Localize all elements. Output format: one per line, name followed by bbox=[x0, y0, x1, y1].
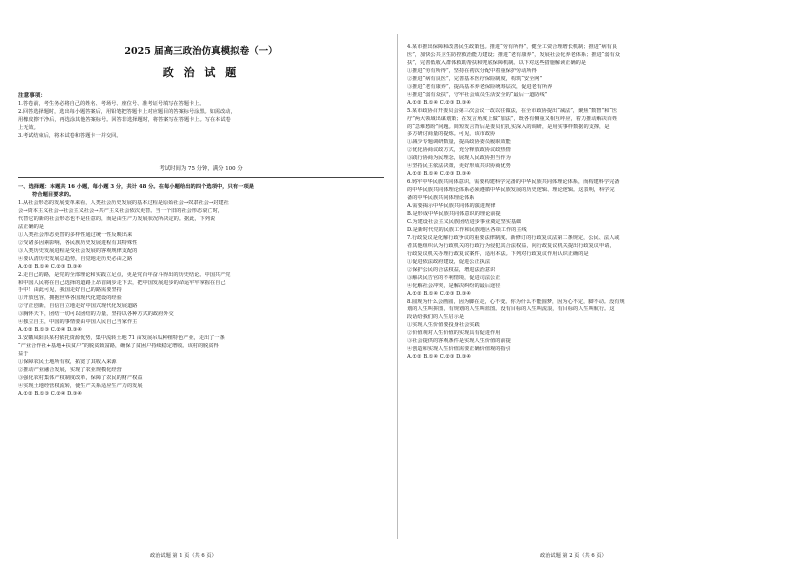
question-line: 者其他组织认为行政机关的行政行为侵犯其合法权益，向行政复议机关提出行政复议申请， bbox=[407, 242, 615, 249]
question-line: ③解决民告官的不利情境，促进司法公正 bbox=[407, 274, 501, 281]
question-line: 代替它的新的社会形态也不是任意的，而是由生产力发展状况所决定的。据此，下列说 bbox=[18, 215, 216, 222]
question-line: ④独立自主，中国的事情要由中国人民自己当家作主 bbox=[18, 319, 138, 326]
question-line: A.①② B.①④ C.②③ D.③④ bbox=[407, 354, 472, 361]
question-line: A.①② B.①④ C.②③ D.③④ bbox=[18, 263, 83, 270]
question-line: ③人类历史发展进程是受社会发展的客观规律支配的 bbox=[18, 247, 138, 254]
question-line: 行政复议机关办理行政复议案件，适用本法。下列对行政复议作用认识正确的是 bbox=[407, 250, 589, 257]
notes-line: 3.考试结束后，将本试卷和答题卡一并交回。 bbox=[18, 133, 122, 139]
question-line: ④坚持民主依法决策，更好形成共识协商优势 bbox=[407, 163, 511, 170]
question-line: 7.行政复议是化解行政争议的重要法律制度。新修订的行政复议法第二条规定，公民、法人或 bbox=[407, 234, 620, 241]
question-line: ④化解社会冲突，是解决纠纷的最后途径 bbox=[407, 282, 501, 289]
question-line: 扶”，完善低收入群体救助帮扶和兜底保障机制。以下对这些措施解读正确的是 bbox=[407, 59, 587, 66]
question-line: ③社会提供的客观条件是实现人生价值的前提 bbox=[407, 338, 511, 345]
question-line: 划的人生叫拼图，有规划的人生叫蓝图。没有目标的人生叫流浪，有目标的人生叫航行。这 bbox=[407, 306, 615, 313]
question-line: ④要认清历史发展总趋势，自觉地走历史必由之路 bbox=[18, 255, 133, 262]
question-line: ②价值观对人生价值的实现具有促进作用 bbox=[407, 330, 501, 337]
exam-time: 考试时间为 75 分钟，满分 100 分 bbox=[159, 166, 243, 172]
notes-line: 用橡皮擦干净后，再选涂其他答案标号。回答非选择题时，将答案写在答题卡上。写在本试卷 bbox=[18, 117, 231, 123]
question-line: 4.某市推出保障和改善民生政策包。推进“劳有所得”，健全工资合理增长机制；推进“病有良 bbox=[407, 44, 618, 50]
question-line: A.①② B.①④ C.②③ D.③④ bbox=[407, 290, 472, 297]
question-line: ①推进“劳有所得”，坚持在初次分配中着重保护劳动所得 bbox=[407, 67, 537, 74]
question-line: 备的中华民族共同体理论体系 bbox=[407, 195, 475, 202]
question-line: ④推进“弱有众扶”，守牢社会成员生活安全的“最后一道防线” bbox=[407, 91, 548, 98]
question-line: ②受诸多因素影响，各民族历史发展进程有其特殊性 bbox=[18, 239, 138, 246]
question-line: A.①② B.①④ C.②③ D.③④ bbox=[407, 99, 472, 106]
question-line: 的中华民族共同体理论体系必须遵循中华民族发展的历史逻辑、理论逻辑。这表明，科学完 bbox=[407, 187, 615, 194]
section-heading bbox=[18, 183, 384, 199]
exam-title: 2025 届高三政治仿真模拟卷（一） bbox=[124, 46, 278, 57]
question-line: 法正确的是 bbox=[18, 223, 44, 230]
question-line: 疗”两大领域出谋划策；在发言角度上做“加法”，既各有侧重又相互呼应，着力推动解决百姓 bbox=[407, 115, 618, 122]
question-line: ④创造和实现人生价值需要正确价值观的指引 bbox=[407, 346, 511, 353]
notes-line: 上无效。 bbox=[18, 125, 39, 131]
page-footer-right: 政治试题 第 2 页（共 6 页） bbox=[540, 553, 607, 559]
question-line: 段话给我们的人生启示是 bbox=[407, 314, 465, 321]
page-footer-left: 政治试题 第 1 页（共 6 页） bbox=[150, 553, 217, 559]
question-line: ③践行协商为民理念，展现人民政协担当作为 bbox=[407, 155, 511, 162]
question-line: ③强化农村集体产权制度改革，保障了农民的财产权益 bbox=[18, 374, 143, 381]
question-line: 1.从社会形态的发展变革来看，人类社会历史发展的基本过程是原始社会→奴隶社会→封建社 bbox=[18, 200, 229, 206]
question-line: ③推进“老有康养”，提高基本养老保险统筹层次，促进老有所养 bbox=[407, 83, 553, 90]
question-line: A.①② B.①③ C.②④ D.③④ bbox=[18, 390, 83, 397]
section-heading-line: 一、选择题：本题共 16 小题，每小题 3 分，共计 48 分。在每小题给出的四个选项中，只有一项是 bbox=[18, 184, 255, 190]
left-questions bbox=[18, 200, 384, 399]
question-line: 多方研讨商量的提炼。可见，该市政协 bbox=[407, 131, 496, 138]
question-line: ②推进“病有良医”，完善基本医疗保险制度，构筑“安全网” bbox=[407, 75, 543, 82]
subject-title: 政 治 试 题 bbox=[162, 66, 240, 79]
question-line: A.①② B.①③ C.②④ D.③④ bbox=[18, 327, 83, 334]
question-line: 手中！由此可见，我国走好自己的路需要坚持 bbox=[18, 287, 122, 294]
question-line: 和中国人民将在自己选择的道路上昂首阔步走下去，把中国发展进步的命运牢牢掌握在自己 bbox=[18, 279, 226, 286]
question-line: B.是形成中华民族共同体意识的理论前提 bbox=[407, 211, 501, 218]
question-line: A.①② B.①④ C.②③ D.③④ bbox=[407, 171, 472, 178]
question-line: 3.安徽凤阳县某村依托资源优势，集中流转土地 71 亩发展吊瓜种植特色产业，走出了一条 bbox=[18, 335, 225, 342]
question-line: 8.圆规为什么会画圆，因为脚在走，心不变。你为什么不能圆梦，因为心不定，脚不动。没有规 bbox=[407, 298, 625, 305]
question-line: 益于 bbox=[18, 351, 29, 358]
question-line: ①减少专题调研数量，提高政协委员履职效能 bbox=[407, 139, 511, 146]
notes-section bbox=[18, 92, 384, 140]
question-line: D.是新时代党的民族工作和民族地区各项工作的主线 bbox=[407, 226, 527, 233]
question-line: ②优化协商议政方式，充分释放政协议政热情 bbox=[407, 147, 511, 154]
question-line: ①实现人生价值要投身社会实践 bbox=[407, 322, 480, 329]
question-line: 的“急难愁盼”问题。简短发言背后是委员们扎实深入的调研，是用实事样数据的支撑，是 bbox=[407, 123, 610, 130]
question-line: C.为建设社会主义民族团结进步事业奠定坚实基础 bbox=[407, 218, 522, 225]
notes-line: 1.答卷前，考生务必将自己的姓名、考场号、座位号、准考证号填写在答题卡上。 bbox=[18, 101, 205, 107]
question-line: ①人类社会形态更替的多样性通过统一性反映出来 bbox=[18, 231, 133, 238]
question-line: ②保护公民的合法权益，增进法治意识 bbox=[407, 266, 496, 273]
question-line: 2.走自己的路，是党的全部理论和实践立足点，更是党百年奋斗得出的历史结论。中国共产党 bbox=[18, 271, 231, 278]
question-line: 会→资本主义社会→社会主义社会→共产主义社会依次更替。当一个旧的社会形态衰亡时， bbox=[18, 207, 223, 214]
question-line: 5.某市政协召开委员会第三次会议一改以往做法，在全市政协提出“减法”，聚焦“数智”和“医 bbox=[407, 107, 618, 114]
question-line: ①促进依法政府建设，促进公正执法 bbox=[407, 258, 491, 265]
section-heading-line: 符合题目要求的。 bbox=[32, 192, 75, 198]
question-line: ①开放包容，拥抱世界各国现代化建设的经验 bbox=[18, 295, 122, 302]
question-line: 6.铸牢中华民族共同体意识，需要构建科学完备的中华民族共同体理论体系，而构建科学完备 bbox=[407, 179, 620, 186]
question-line: 医”，加快公共卫生防控救治能力建设；推进“老有康养”，发展社会化养老体系；推进“弱有众 bbox=[407, 51, 620, 58]
question-line: A.需要揭示中华民族共同体的演进规律 bbox=[407, 203, 496, 210]
question-line: ②推动产业融合发展，实现了农业规模化经营 bbox=[18, 367, 122, 374]
question-line: “产业合作社+基地+扶贫户”的脱贫致富路，确保了贫困户持续稳定增收。该村的脱贫得 bbox=[18, 343, 219, 350]
question-line: ①保障农民土地所有权，拓宽了其收入来源 bbox=[18, 359, 117, 366]
question-line: ②守正创新，自信自立地走好中国式现代化发展道路 bbox=[18, 303, 138, 310]
divider-line bbox=[18, 177, 384, 178]
notes-line: 2.回答选择题时，选出每小题答案后，用铅笔把答题卡上对应题目的答案标号涂黑。如需改动， bbox=[18, 109, 236, 115]
notes-title: 注意事项： bbox=[18, 93, 46, 99]
right-questions bbox=[407, 44, 779, 362]
question-line: ④实现土地经营权流转，使生产关系适应生产力的发展 bbox=[18, 382, 143, 389]
column-divider bbox=[397, 34, 398, 539]
question-line: ③胸怀天下，团结一切可以团结的力量，坚持以各种方式的政府外交 bbox=[18, 311, 174, 318]
